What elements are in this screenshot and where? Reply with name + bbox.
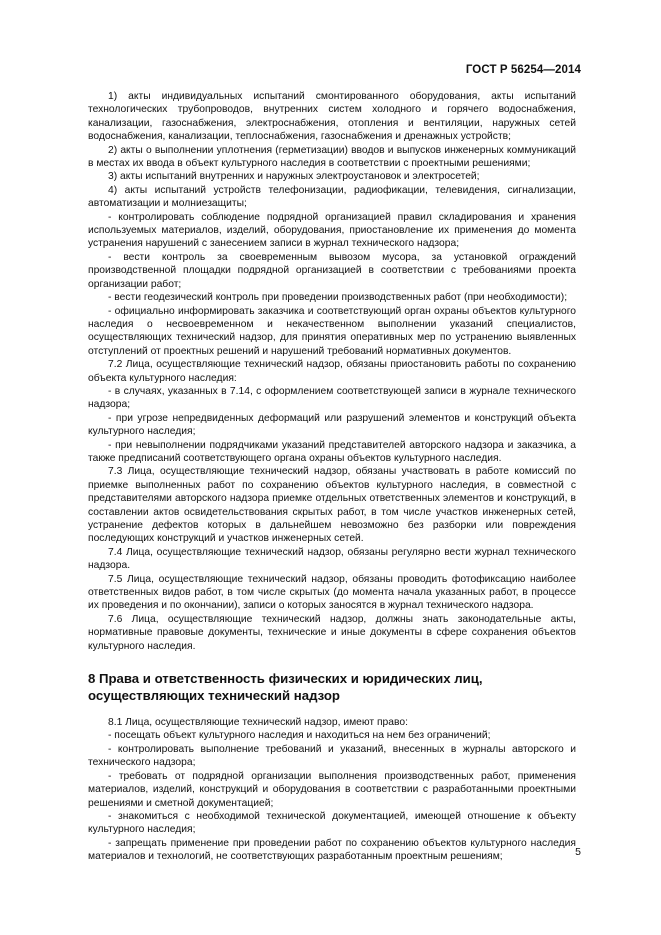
paragraph: 7.6 Лица, осуществляющие технический надзор, должны знать законодательные акты, нормативные правовые документы, технические и иные документы в сфере сохранения объектов культурного наследия. [88, 613, 576, 652]
paragraph: 1) акты индивидуальных испытаний смонтированного оборудования, акты испытаний технологических трубопроводов, внутренних систем холодного и горячего водоснабжения, канализации, газоснабжения, электроснабжения, отопления и вентиляции, наружных сетей водоснабжения, канализации, теплоснабжения, газоснабжения и дренажных устройств; [88, 91, 576, 143]
section-heading: 8 Права и ответственность физических и юридических лиц, осуществляющих технический надзор [88, 671, 483, 703]
page-number: 5 [575, 846, 581, 858]
paragraph: - в случаях, указанных в 7.14, с оформлением соответствующей записи в журнале технического надзора; [88, 385, 576, 411]
paragraph: 2) акты о выполнении уплотнения (герметизации) вводов и выпусков инженерных коммуникаций в местах их ввода в объект культурного наследия в соответствии с проектными решениями; [88, 144, 576, 170]
paragraph: 7.5 Лица, осуществляющие технический надзор, обязаны проводить фотофиксацию наиболее ответственных видов работ, в том числе скрытых (до момента начала указанных работ, в процессе их проведения и по окончании), записи о которых заносятся в журнал технического надзора. [88, 573, 576, 612]
section-8 [88, 716, 576, 863]
paragraph: - запрещать применение при проведении работ по сохранению объектов культурного наследия материалов и технологий, не соответствующих разработанным проектным решениям; [88, 837, 576, 863]
standard-code: ГОСТ Р 56254—2014 [465, 64, 581, 76]
paragraph: 7.3 Лица, осуществляющие технический надзор, обязаны участвовать в работе комиссий по приемке выполненных работ по сохранению объектов культурного наследия, в совместной с представителями авторского надзора приемке отдельных ответственных элементов и конструкций, в составлении актов освидетельствования скрытых работ, в том числе участков инженерных сетей, устранение дефектов которых в дальнейшем невозможно без разборки или повреждения последующих конструкций и участков инженерных сетей. [88, 466, 576, 545]
paragraph: - вести геодезический контроль при проведении производственных работ (при необходимости); [108, 292, 568, 304]
paragraph: 4) акты испытаний устройств телефонизации, радиофикации, телевидения, сигнализации, автоматизации и молниезащиты; [88, 184, 576, 210]
paragraph: - контролировать соблюдение подрядной организацией правил складирования и хранения используемых материалов, изделий, оборудования, приостановление их применения до момента устранения нарушений с занесением записи в журнал технического надзора; [88, 211, 576, 250]
paragraph: 7.2 Лица, осуществляющие технический надзор, обязаны приостановить работы по сохранению объекта культурного наследия: [88, 359, 576, 384]
document-body [88, 90, 576, 864]
paragraph: 3) акты испытаний внутренних и наружных электроустановок и электросетей; [108, 171, 480, 183]
paragraph: - вести контроль за своевременным вывозом мусора, за установкой ограждений производственной площадки подрядной организацией в соответствии с требованиями проекта организации работ; [88, 251, 576, 290]
paragraph: - при невыполнении подрядчиками указаний представителей авторского надзора и заказчика, а также предписаний соответствующего органа охраны объектов культурного наследия. [88, 439, 576, 464]
paragraph: - посещать объект культурного наследия и находиться на нем без ограничений; [108, 730, 491, 742]
paragraph: 8.1 Лица, осуществляющие технический надзор, имеют право: [108, 717, 408, 729]
paragraph: - знакомиться с необходимой технической документацией, имеющей отношение к объекту культурного наследия; [88, 810, 576, 836]
paragraph: - требовать от подрядной организации выполнения производственных работ, применения материалов, изделий, конструкций и оборудования в соответствии с разработанными проектными решениями и сметной документацией; [88, 770, 576, 809]
paragraph: - при угрозе непредвиденных деформаций или разрушений элементов и конструкций объекта культурного наследия; [88, 412, 576, 438]
paragraph: - официально информировать заказчика и соответствующий орган охраны объектов культурного наследия о несвоевременном и некачественном выполнении указаний специалистов, осуществляющих технический надзор, для принятия оперативных мер по устранению выявленных отступлений от проектных решений и нарушений требований нормативных документов. [88, 305, 576, 357]
section-7-continuation [88, 90, 576, 653]
paragraph: 7.4 Лица, осуществляющие технический надзор, обязаны регулярно вести журнал технического надзора. [88, 546, 576, 572]
paragraph: - контролировать выполнение требований и указаний, внесенных в журналы авторского и технического надзора; [88, 743, 576, 769]
